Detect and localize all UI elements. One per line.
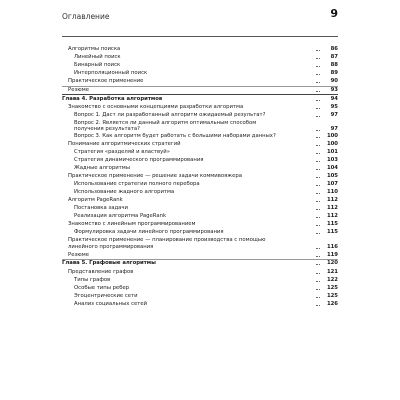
toc-page-number: 122: [326, 277, 338, 283]
toc-separator: [62, 94, 338, 95]
toc-entry-title: Формулировка задачи линейного программирования: [74, 229, 224, 235]
toc-page-number: 105: [326, 173, 338, 179]
toc-leader-dots: [316, 184, 320, 186]
toc-leader-dots: [316, 208, 320, 210]
toc-leader-dots: [316, 160, 320, 162]
toc-page-number: 100: [326, 133, 338, 139]
toc-leader-dots: [316, 99, 320, 101]
toc-entry-title: Анализ социальных сетей: [74, 301, 148, 307]
toc-leader-dots: [316, 81, 320, 83]
toc-leader-dots: [316, 49, 320, 51]
toc-leader-dots: [316, 107, 320, 109]
toc-leader-dots: [316, 263, 320, 265]
toc-entry-title: Глава 4. Разработка алгоритмов: [62, 95, 163, 102]
toc-page-number: 112: [326, 213, 338, 219]
toc-entry-title: Практическое применение — планирование производства с помощью: [68, 237, 266, 243]
toc-page-number: 90: [330, 78, 338, 84]
toc-leader-dots: [316, 200, 320, 202]
toc-entry-title: Бинарный поиск: [74, 62, 121, 68]
toc-leader-dots: [316, 176, 320, 178]
toc-entry-title: Линейный поиск: [74, 54, 121, 60]
toc-entry-title: Вопрос 3. Как алгоритм будет работать с большими наборами данных?: [74, 133, 276, 139]
toc-leader-dots: [316, 115, 320, 117]
toc-entry-title: Алгоритмы поиска: [68, 46, 121, 52]
toc-page-number: 101: [326, 149, 338, 155]
toc-separator: [62, 259, 338, 260]
running-title: Оглавление: [62, 12, 110, 21]
toc-entry-title: Особые типы ребер: [74, 285, 130, 291]
toc-leader-dots: [316, 296, 320, 298]
toc-page-number: 97: [330, 125, 338, 132]
toc-page-number: 119: [326, 251, 338, 258]
toc-leader-dots: [316, 144, 320, 146]
header-rule: [62, 36, 338, 37]
toc-leader-dots: [316, 65, 320, 67]
toc-page-number: 95: [330, 104, 338, 110]
toc-leader-dots: [316, 255, 320, 257]
toc-page-number: 110: [326, 189, 338, 195]
toc-entry-title: Представление графов: [68, 269, 134, 275]
toc-page-number: 115: [326, 229, 338, 235]
toc-leader-dots: [316, 216, 320, 218]
toc-leader-dots: [316, 288, 320, 290]
toc-leader-dots: [316, 57, 320, 59]
page-header: [62, 5, 338, 25]
toc-page-number: 103: [326, 157, 338, 163]
toc-entry-title: Жадные алгоритмы: [74, 165, 130, 171]
toc-page-number: 89: [330, 70, 338, 76]
toc-leader-dots: [316, 129, 320, 131]
toc-entry-title: Алгоритм PageRank: [68, 197, 123, 203]
toc-entry-title: получения результата?: [74, 125, 140, 132]
toc-page-number: 125: [326, 293, 338, 299]
toc-entry-title: Интерполяционный поиск: [74, 70, 148, 76]
toc-leader-dots: [316, 247, 320, 249]
toc-leader-dots: [316, 304, 320, 306]
toc-page-number: 107: [326, 181, 338, 187]
toc-entry-title: Глава 5. Графовые алгоритмы: [62, 260, 156, 266]
toc-page-number: 126: [326, 301, 338, 307]
toc-entry-title: Знакомство с линейным программированием: [68, 221, 196, 227]
toc-leader-dots: [316, 73, 320, 75]
toc-page-number: 112: [326, 197, 338, 203]
toc-leader-dots: [316, 192, 320, 194]
toc-leader-dots: [316, 232, 320, 234]
toc-entry-title: Использование жадного алгоритма: [74, 189, 175, 195]
toc-page-number: 112: [326, 205, 338, 211]
toc-page-number: 86: [330, 46, 338, 52]
toc-page-number: 100: [326, 141, 338, 147]
toc-leader-dots: [316, 280, 320, 282]
toc-entry-title: Понимание алгоритмических стратегий: [68, 141, 181, 147]
toc-entry-title: Резюме: [68, 251, 89, 258]
toc-entry-title: Использование стратегии полного перебора: [74, 181, 200, 187]
toc-page-number: 115: [326, 221, 338, 227]
toc-separator: [62, 86, 338, 87]
toc-page-number: 97: [330, 112, 338, 118]
toc-leader-dots: [316, 152, 320, 154]
toc-leader-dots: [316, 136, 320, 138]
toc-entry-title: Типы графов: [74, 277, 111, 283]
toc-page-number: 121: [326, 269, 338, 275]
toc-page-number: 120: [326, 260, 338, 266]
toc-entry-title: Практическое применение — решение задачи коммивояжера: [68, 173, 242, 179]
toc-entry-title: Практическое применение: [68, 78, 144, 84]
toc-entry-title: Реализация алгоритма PageRank: [74, 213, 167, 219]
toc-entry-title: линейного программирования: [68, 243, 154, 250]
toc-page-number: 94: [330, 95, 338, 102]
toc-entry-title: Стратегия «разделяй и властвуй»: [74, 149, 170, 155]
toc-entry-title: Вопрос 1. Даст ли разработанный алгоритм ожидаемый результат?: [74, 112, 266, 118]
toc-page-number: 93: [330, 87, 338, 93]
toc-page-number: 88: [330, 62, 338, 68]
toc-entry-title: Постановка задачи: [74, 205, 128, 211]
toc-page-number: 116: [326, 243, 338, 250]
toc-page-number: 125: [326, 285, 338, 291]
toc-leader-dots: [316, 90, 320, 92]
toc-entry-title: Эгоцентрические сети: [74, 293, 138, 299]
toc-leader-dots: [316, 272, 320, 274]
toc-entry-title: Резюме: [68, 87, 89, 93]
page-number: 9: [330, 7, 338, 20]
toc-entry-title: Знакомство с основными концепциями разработки алгоритма: [68, 104, 244, 110]
toc-leader-dots: [316, 168, 320, 170]
toc-page-number: 87: [330, 54, 338, 60]
toc-entry-title: Стратегия динамического программирования: [74, 157, 204, 163]
toc-entry-title: Вопрос 2. Является ли данный алгоритм оптимальным способом: [74, 119, 257, 126]
toc-page-number: 104: [326, 165, 338, 171]
toc-leader-dots: [316, 224, 320, 226]
